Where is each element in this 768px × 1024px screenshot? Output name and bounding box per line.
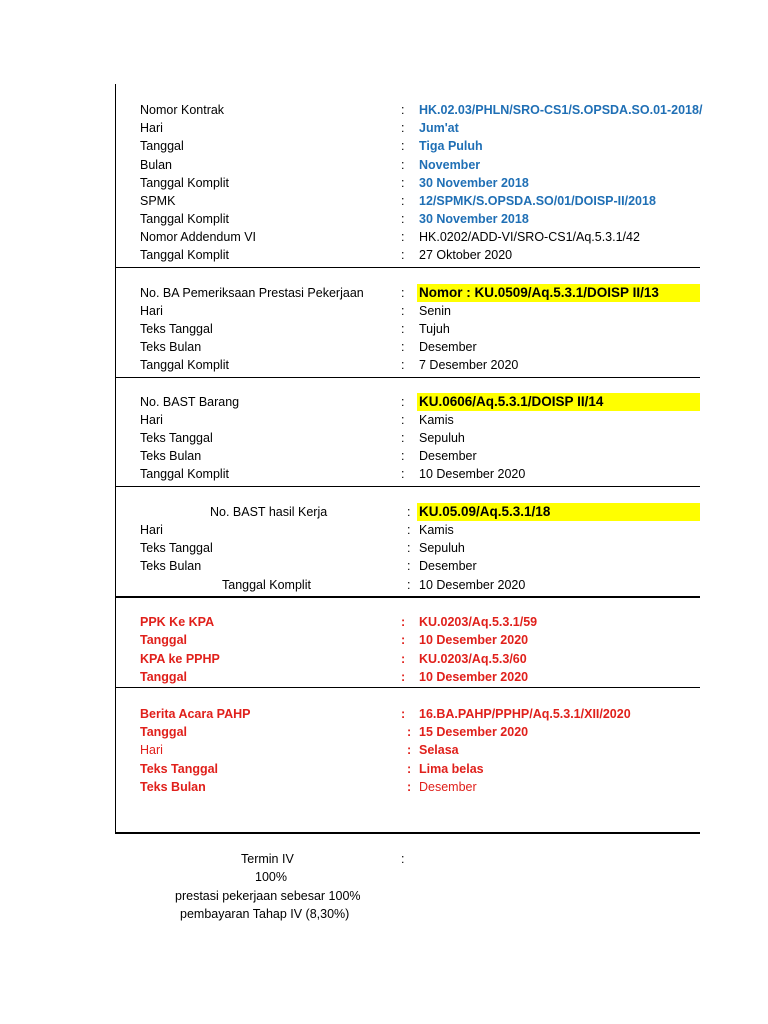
row-kpa-ke-pphp <box>0 650 768 668</box>
row-teks-bulan <box>0 338 768 356</box>
colon: : <box>407 559 411 573</box>
value: HK.02.03/PHLN/SRO-CS1/S.OPSDA.SO.01-2018/ <box>419 103 703 117</box>
value: 15 Desember 2020 <box>419 725 529 739</box>
divider <box>115 486 700 487</box>
label: Hari <box>140 743 163 757</box>
label: Hari <box>140 121 163 135</box>
label: Teks Bulan <box>140 340 202 354</box>
value: Desember <box>419 559 477 573</box>
row-spmk <box>0 192 768 210</box>
value: HK.0202/ADD-VI/SRO-CS1/Aq.5.3.1/42 <box>419 230 640 244</box>
label: Tanggal Komplit <box>140 212 229 226</box>
value: Jum'at <box>419 121 459 135</box>
colon: : <box>407 743 412 757</box>
row-teks-bulan <box>0 557 768 575</box>
row-nomor-addendum <box>0 228 768 246</box>
label: No. BA Pemeriksaan Prestasi Pekerjaan <box>140 286 364 300</box>
value: 10 Desember 2020 <box>419 578 526 592</box>
colon: : <box>401 615 406 629</box>
colon: : <box>401 670 406 684</box>
label: Tanggal <box>140 633 187 647</box>
label: Hari <box>140 413 163 427</box>
value: Sepuluh <box>419 431 465 445</box>
colon: : <box>401 322 405 336</box>
label: Tanggal Komplit <box>140 467 229 481</box>
value: Sepuluh <box>419 541 465 555</box>
colon: : <box>401 449 405 463</box>
row-teks-bulan <box>0 778 768 796</box>
row-hari <box>0 741 768 759</box>
colon: : <box>407 523 411 537</box>
label: Nomor Kontrak <box>140 103 225 117</box>
colon: : <box>407 780 412 794</box>
value: Kamis <box>419 523 454 537</box>
label: Teks Bulan <box>140 780 206 794</box>
row-tanggal-komplit <box>0 465 768 483</box>
colon: : <box>401 431 405 445</box>
row-teks-tanggal <box>0 539 768 557</box>
row-tanggal-komplit <box>0 356 768 374</box>
colon: : <box>401 652 406 666</box>
value: KU.0606/Aq.5.3.1/DOISP II/14 <box>419 394 604 409</box>
row-no-bast-barang <box>0 393 768 411</box>
colon: : <box>401 413 405 427</box>
colon: : <box>407 505 411 519</box>
row-teks-tanggal <box>0 760 768 778</box>
row-teks-tanggal <box>0 320 768 338</box>
colon: : <box>401 707 406 721</box>
label: PPK Ke KPA <box>140 615 215 629</box>
row-tanggal <box>0 137 768 155</box>
label: Nomor Addendum VI <box>140 230 257 244</box>
label: Teks Tanggal <box>140 431 213 445</box>
divider <box>115 687 700 688</box>
termin-line1: prestasi pekerjaan sebesar 100% <box>175 889 361 903</box>
termin-colon: : <box>401 852 405 866</box>
label: Hari <box>140 304 163 318</box>
label: Tanggal <box>140 139 184 153</box>
label: Tanggal Komplit <box>140 358 229 372</box>
value: Tujuh <box>419 322 450 336</box>
row-teks-tanggal <box>0 429 768 447</box>
colon: : <box>407 762 412 776</box>
value: Tiga Puluh <box>419 139 483 153</box>
row-hari <box>0 119 768 137</box>
colon: : <box>401 467 405 481</box>
value: 10 Desember 2020 <box>419 467 526 481</box>
divider <box>115 596 700 598</box>
row-hari <box>0 411 768 429</box>
termin-percent: 100% <box>255 870 287 884</box>
row-tanggal <box>0 631 768 649</box>
row-nomor-kontrak <box>0 101 768 119</box>
row-hari <box>0 521 768 539</box>
colon: : <box>401 176 405 190</box>
row-no-ba <box>0 284 768 302</box>
value: KU.05.09/Aq.5.3.1/18 <box>419 504 551 519</box>
colon: : <box>401 158 405 172</box>
value: Desember <box>419 449 477 463</box>
value: KU.0203/Aq.5.3.1/59 <box>419 615 538 629</box>
value: Senin <box>419 304 451 318</box>
value: 30 November 2018 <box>419 212 529 226</box>
value: 12/SPMK/S.OPSDA.SO/01/DOISP-II/2018 <box>419 194 656 208</box>
colon: : <box>401 194 405 208</box>
colon: : <box>407 541 411 555</box>
colon: : <box>401 395 405 409</box>
value: 16.BA.PAHP/PPHP/Aq.5.3.1/XII/2020 <box>419 707 631 721</box>
label: Tanggal <box>140 670 187 684</box>
value: Desember <box>419 340 477 354</box>
value: Lima belas <box>419 762 484 776</box>
row-bulan <box>0 156 768 174</box>
table-bottom-border <box>115 832 700 834</box>
value: 10 Desember 2020 <box>419 633 529 647</box>
colon: : <box>401 212 405 226</box>
label: KPA ke PPHP <box>140 652 220 666</box>
termin-line2: pembayaran Tahap IV (8,30%) <box>180 907 350 921</box>
value: 30 November 2018 <box>419 176 529 190</box>
colon: : <box>401 286 405 300</box>
label: Tanggal Komplit <box>140 248 229 262</box>
value: November <box>419 158 481 172</box>
row-ppk-ke-kpa <box>0 613 768 631</box>
label: Teks Tanggal <box>140 762 219 776</box>
row-no-bast-hasil <box>0 503 768 521</box>
row-hari <box>0 302 768 320</box>
label: Tanggal <box>140 725 187 739</box>
colon: : <box>401 304 405 318</box>
colon: : <box>407 725 412 739</box>
colon: : <box>407 578 411 592</box>
colon: : <box>401 340 405 354</box>
value: 7 Desember 2020 <box>419 358 519 372</box>
row-tanggal-komplit <box>0 174 768 192</box>
label: Teks Bulan <box>140 449 202 463</box>
label: Hari <box>140 523 163 537</box>
row-teks-bulan <box>0 447 768 465</box>
row-berita-acara <box>0 705 768 723</box>
label: Tanggal Komplit <box>140 176 229 190</box>
label: No. BAST Barang <box>140 395 240 409</box>
colon: : <box>401 230 405 244</box>
colon: : <box>401 248 405 262</box>
label: Teks Bulan <box>140 559 202 573</box>
colon: : <box>401 358 405 372</box>
value: Desember <box>419 780 477 794</box>
row-tanggal <box>0 668 768 686</box>
value: 10 Desember 2020 <box>419 670 529 684</box>
label: No. BAST hasil Kerja <box>210 505 328 519</box>
label: Teks Tanggal <box>140 541 213 555</box>
value: Nomor : KU.0509/Aq.5.3.1/DOISP II/13 <box>419 285 659 300</box>
value: 27 Oktober 2020 <box>419 248 513 262</box>
row-tanggal-komplit <box>0 210 768 228</box>
divider <box>115 377 700 378</box>
row-tanggal-komplit <box>0 576 768 594</box>
divider <box>115 267 700 268</box>
label: Bulan <box>140 158 172 172</box>
label: Tanggal Komplit <box>222 578 311 592</box>
value: Selasa <box>419 743 459 757</box>
row-tanggal <box>0 723 768 741</box>
value: KU.0203/Aq.5.3/60 <box>419 652 527 666</box>
colon: : <box>401 121 405 135</box>
colon: : <box>401 103 405 117</box>
label: Teks Tanggal <box>140 322 213 336</box>
colon: : <box>401 139 405 153</box>
row-tanggal-komplit <box>0 246 768 264</box>
termin-label: Termin IV <box>241 852 294 866</box>
colon: : <box>401 633 406 647</box>
value: Kamis <box>419 413 454 427</box>
label: Berita Acara PAHP <box>140 707 251 721</box>
label: SPMK <box>140 194 176 208</box>
